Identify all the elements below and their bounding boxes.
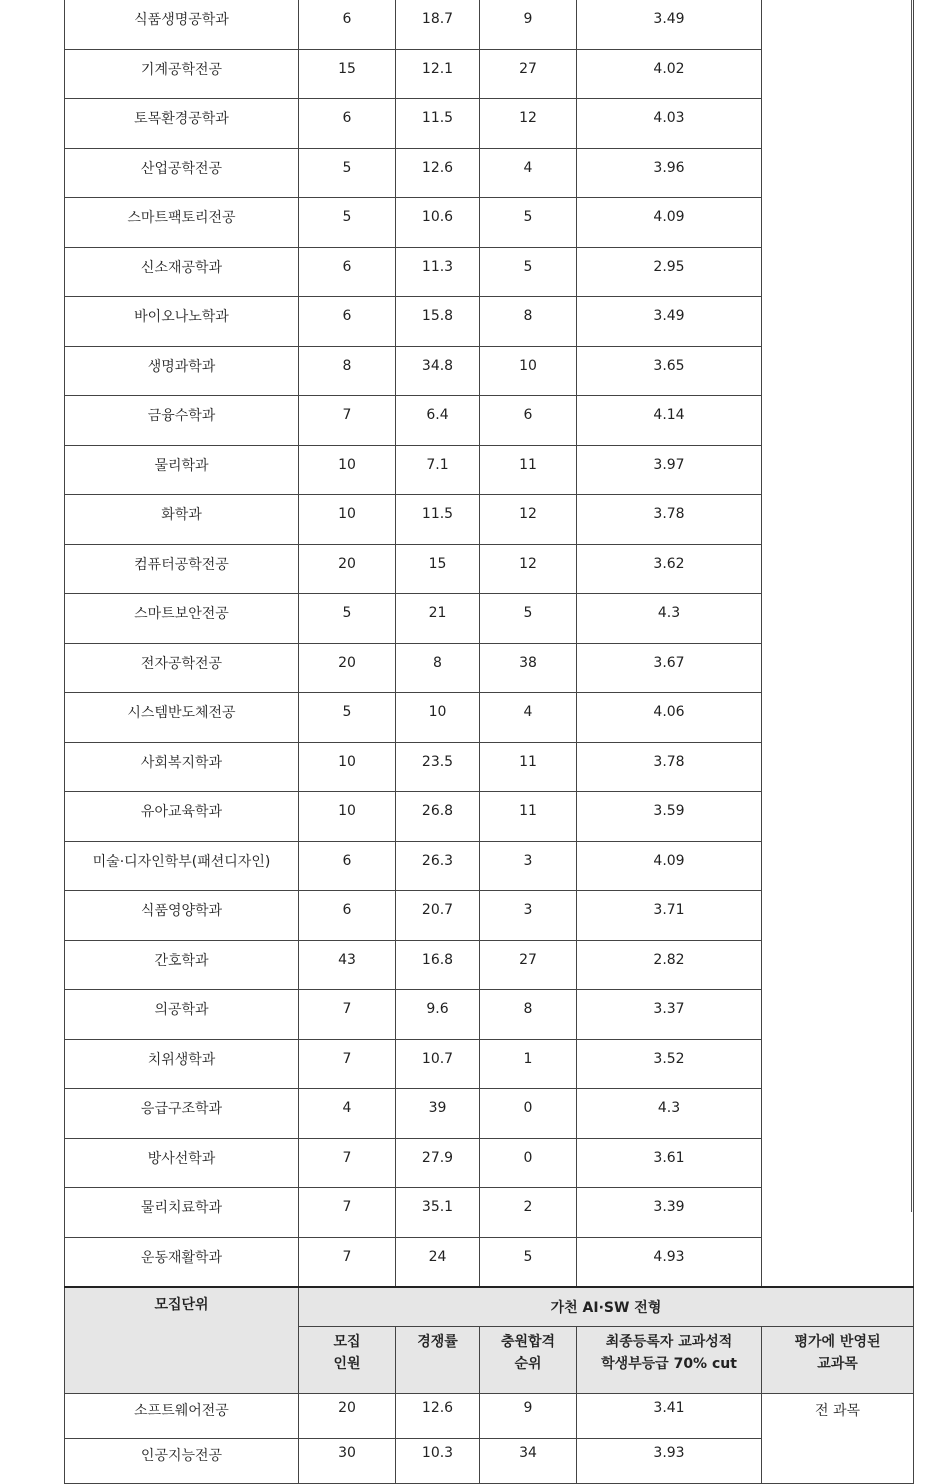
dept-cell: 토목환경공학과: [65, 99, 299, 149]
recruit-cell: 20: [299, 544, 396, 594]
ai-sw-section: [65, 1287, 914, 1484]
grade-cell: 4.09: [577, 198, 762, 248]
rank-cell: 11: [480, 742, 577, 792]
rate-cell: 15: [396, 544, 480, 594]
rank-cell: 2: [480, 1188, 577, 1238]
grade-cell: 4.09: [577, 841, 762, 891]
recruit-cell: 5: [299, 198, 396, 248]
dept-cell: 스마트팩토리전공: [65, 198, 299, 248]
rank-cell: 27: [480, 940, 577, 990]
recruit-cell: 10: [299, 495, 396, 545]
recruit-cell: 30: [299, 1439, 396, 1484]
col-subjects-header: 평가에 반영된 교과목: [762, 1327, 914, 1394]
rank-cell: 9: [480, 0, 577, 49]
dept-cell: 컴퓨터공학전공: [65, 544, 299, 594]
rate-cell: 11.5: [396, 495, 480, 545]
dept-cell: 스마트보안전공: [65, 594, 299, 644]
dept-cell: 금융수학과: [65, 396, 299, 446]
rank-cell: 4: [480, 693, 577, 743]
recruit-cell: 8: [299, 346, 396, 396]
rank-cell: 34: [480, 1439, 577, 1484]
recruit-cell: 6: [299, 0, 396, 49]
rate-cell: 7.1: [396, 445, 480, 495]
rank-cell: 8: [480, 297, 577, 347]
recruit-cell: 5: [299, 693, 396, 743]
rank-cell: 12: [480, 544, 577, 594]
dept-cell: 소프트웨어전공: [65, 1394, 299, 1439]
grade-cell: 3.59: [577, 792, 762, 842]
dept-cell: 생명과학과: [65, 346, 299, 396]
dept-cell: 식품영양학과: [65, 891, 299, 941]
dept-cell: 시스템반도체전공: [65, 693, 299, 743]
grade-cell: 3.49: [577, 297, 762, 347]
table-row: [65, 0, 914, 49]
rate-cell: 15.8: [396, 297, 480, 347]
dept-cell: 화학과: [65, 495, 299, 545]
rank-cell: 12: [480, 495, 577, 545]
grade-cell: 3.61: [577, 1138, 762, 1188]
dept-cell: 식품생명공학과: [65, 0, 299, 49]
rank-cell: 1: [480, 1039, 577, 1089]
dept-cell: 인공지능전공: [65, 1439, 299, 1484]
grade-cell: 3.78: [577, 495, 762, 545]
rank-cell: 5: [480, 1237, 577, 1287]
rate-cell: 26.8: [396, 792, 480, 842]
grade-cell: 4.03: [577, 99, 762, 149]
rank-cell: 3: [480, 841, 577, 891]
rank-cell: 5: [480, 594, 577, 644]
dept-cell: 치위생학과: [65, 1039, 299, 1089]
rate-cell: 26.3: [396, 841, 480, 891]
recruit-cell: 10: [299, 445, 396, 495]
dept-cell: 산업공학전공: [65, 148, 299, 198]
dept-cell: 유아교육학과: [65, 792, 299, 842]
rank-cell: 10: [480, 346, 577, 396]
col-rate-header: 경쟁률: [396, 1327, 480, 1394]
rank-cell: 0: [480, 1138, 577, 1188]
unit-header: 모집단위: [65, 1287, 299, 1394]
rate-cell: 6.4: [396, 396, 480, 446]
grade-cell: 2.82: [577, 940, 762, 990]
recruit-cell: 43: [299, 940, 396, 990]
rate-cell: 10.3: [396, 1439, 480, 1484]
rank-cell: 5: [480, 198, 577, 248]
grade-cell: 3.67: [577, 643, 762, 693]
rank-cell: 0: [480, 1089, 577, 1139]
rate-cell: 34.8: [396, 346, 480, 396]
grade-cell: 4.02: [577, 49, 762, 99]
recruit-cell: 6: [299, 841, 396, 891]
recruit-cell: 20: [299, 643, 396, 693]
col-grade-header: 최종등록자 교과성적 학생부등급 70% cut: [577, 1327, 762, 1394]
recruit-cell: 4: [299, 1089, 396, 1139]
recruit-cell: 15: [299, 49, 396, 99]
recruit-cell: 6: [299, 247, 396, 297]
grade-cell: 4.14: [577, 396, 762, 446]
rate-cell: 10.7: [396, 1039, 480, 1089]
recruit-cell: 7: [299, 1237, 396, 1287]
rate-cell: 20.7: [396, 891, 480, 941]
rate-cell: 10: [396, 693, 480, 743]
rate-cell: 27.9: [396, 1138, 480, 1188]
rate-cell: 16.8: [396, 940, 480, 990]
grade-cell: 3.62: [577, 544, 762, 594]
rank-cell: 4: [480, 148, 577, 198]
rate-cell: 10.6: [396, 198, 480, 248]
dept-cell: 전자공학전공: [65, 643, 299, 693]
col-rank-header: 충원합격 순위: [480, 1327, 577, 1394]
rank-cell: 3: [480, 891, 577, 941]
grade-cell: 2.95: [577, 247, 762, 297]
dept-cell: 간호학과: [65, 940, 299, 990]
rank-cell: 38: [480, 643, 577, 693]
recruit-cell: 10: [299, 742, 396, 792]
rank-cell: 6: [480, 396, 577, 446]
rate-cell: 23.5: [396, 742, 480, 792]
rank-cell: 11: [480, 445, 577, 495]
recruit-cell: 6: [299, 297, 396, 347]
recruit-cell: 7: [299, 1188, 396, 1238]
rate-cell: 18.7: [396, 0, 480, 49]
dept-cell: 의공학과: [65, 990, 299, 1040]
grade-cell: 4.06: [577, 693, 762, 743]
recruit-cell: 7: [299, 1138, 396, 1188]
rank-cell: 9: [480, 1394, 577, 1439]
recruit-cell: 7: [299, 990, 396, 1040]
recruit-cell: 6: [299, 891, 396, 941]
department-results-body: [65, 0, 914, 1287]
rate-cell: 12.6: [396, 1394, 480, 1439]
rate-cell: 11.5: [396, 99, 480, 149]
dept-cell: 방사선학과: [65, 1138, 299, 1188]
rank-cell: 5: [480, 247, 577, 297]
rate-cell: 11.3: [396, 247, 480, 297]
dept-cell: 미술·디자인학부(패션디자인): [65, 841, 299, 891]
col-recruit-header: 모집 인원: [299, 1327, 396, 1394]
recruit-cell: 7: [299, 1039, 396, 1089]
ai-sw-title: 가천 AI·SW 전형: [299, 1287, 914, 1327]
recruit-cell: 20: [299, 1394, 396, 1439]
grade-cell: 3.37: [577, 990, 762, 1040]
grade-cell: 3.39: [577, 1188, 762, 1238]
rate-cell: 35.1: [396, 1188, 480, 1238]
grade-cell: 3.93: [577, 1439, 762, 1484]
empty-subjects-column: [762, 0, 914, 1287]
rank-cell: 27: [480, 49, 577, 99]
grade-cell: 3.41: [577, 1394, 762, 1439]
grade-cell: 3.78: [577, 742, 762, 792]
table-row: [65, 1394, 914, 1439]
dept-cell: 바이오나노학과: [65, 297, 299, 347]
rate-cell: 21: [396, 594, 480, 644]
grade-cell: 3.65: [577, 346, 762, 396]
grade-cell: 4.3: [577, 594, 762, 644]
grade-cell: 3.96: [577, 148, 762, 198]
dept-cell: 신소재공학과: [65, 247, 299, 297]
admission-results-table: [64, 0, 914, 1484]
grade-cell: 4.93: [577, 1237, 762, 1287]
rate-cell: 39: [396, 1089, 480, 1139]
dept-cell: 물리치료학과: [65, 1188, 299, 1238]
recruit-cell: 7: [299, 396, 396, 446]
grade-cell: 4.3: [577, 1089, 762, 1139]
grade-cell: 3.49: [577, 0, 762, 49]
rank-cell: 11: [480, 792, 577, 842]
grade-cell: 3.97: [577, 445, 762, 495]
recruit-cell: 6: [299, 99, 396, 149]
rate-cell: 12.6: [396, 148, 480, 198]
rate-cell: 24: [396, 1237, 480, 1287]
dept-cell: 물리학과: [65, 445, 299, 495]
dept-cell: 응급구조학과: [65, 1089, 299, 1139]
rate-cell: 12.1: [396, 49, 480, 99]
rank-cell: 8: [480, 990, 577, 1040]
recruit-cell: 10: [299, 792, 396, 842]
recruit-cell: 5: [299, 594, 396, 644]
rank-cell: 12: [480, 99, 577, 149]
grade-cell: 3.71: [577, 891, 762, 941]
rate-cell: 9.6: [396, 990, 480, 1040]
rate-cell: 8: [396, 643, 480, 693]
recruit-cell: 5: [299, 148, 396, 198]
subjects-cell: 전 과목: [762, 1394, 914, 1484]
grade-cell: 3.52: [577, 1039, 762, 1089]
dept-cell: 운동재활학과: [65, 1237, 299, 1287]
dept-cell: 사회복지학과: [65, 742, 299, 792]
dept-cell: 기계공학전공: [65, 49, 299, 99]
